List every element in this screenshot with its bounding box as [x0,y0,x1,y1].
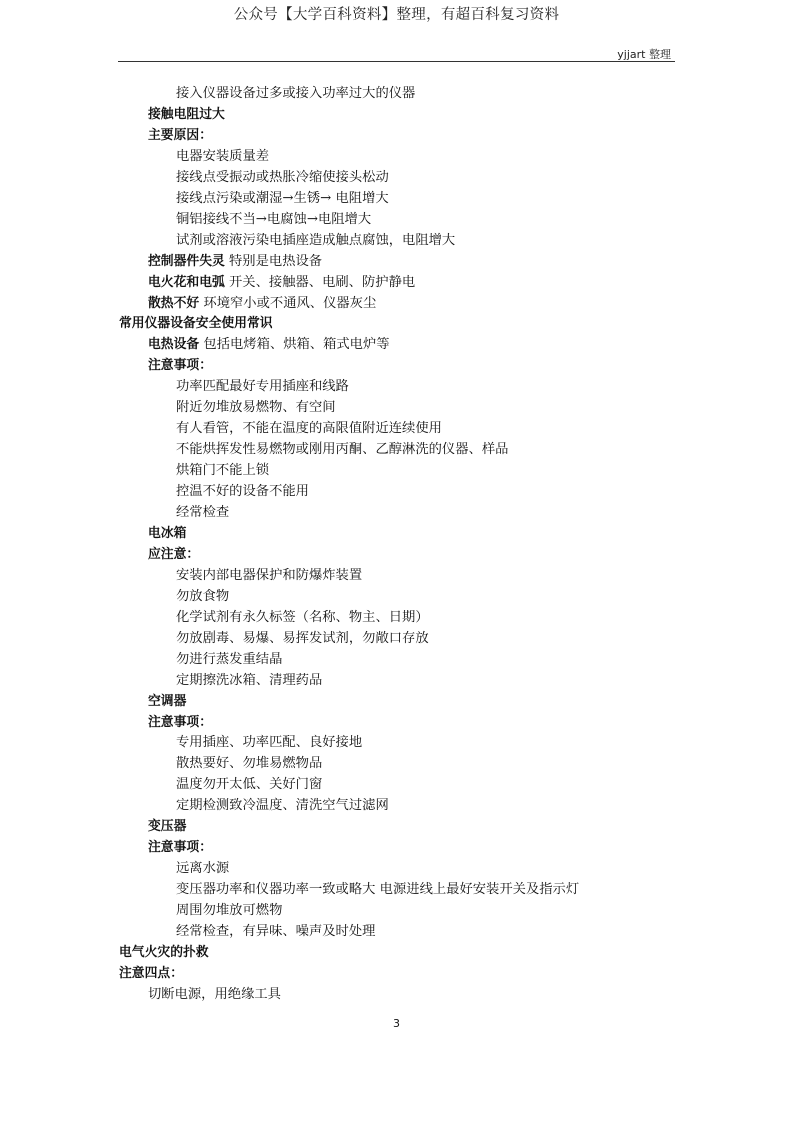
line-text: 经常检查，有异味、噪声及时处理 [176,924,376,939]
line-text: 定期检测致冷温度、清洗空气过滤网 [176,798,389,814]
body-line [176,463,269,479]
body-line [176,861,229,877]
heading-line [148,128,212,144]
heading-line [148,358,212,374]
body-line [176,735,362,751]
line-text: 试剂或溶液污染电插座造成触点腐蚀，电阻增大 [176,232,456,248]
body-line [176,652,282,668]
line-text: 变压器功率和仪器功率一致或略大 电源进线上最好安装开关及指示灯 [176,882,580,898]
body-line [176,777,322,793]
heading-text: 注意事项： [148,358,212,374]
heading-line [119,316,273,332]
heading-line [148,296,376,312]
body-line [176,903,282,919]
line-text: 周围勿堆放可燃物 [176,903,283,918]
body-line [176,421,442,437]
line-text: 接线点受振动或热胀冷缩使接头松动 [176,169,389,185]
body-line [176,673,322,689]
heading-text: 变压器 [148,819,187,835]
line-text: 接线点污染或潮湿→生锈→ 电阻增大 [176,190,389,206]
heading-line [148,715,212,731]
heading-text: 注意事项： [148,714,212,730]
body-line [176,798,389,814]
body-line [176,568,362,584]
body-line [176,379,349,395]
line-text: 功率匹配最好专用插座和线路 [176,379,349,395]
body-line [176,233,455,249]
heading-line [148,694,186,710]
line-text: 散热要好、勿堆易燃物品 [176,756,323,772]
heading-line [148,547,199,563]
line-text: 勿进行蒸发重结晶 [176,651,283,667]
body-line [176,442,508,458]
header-author: yjjart 整理 [617,48,671,61]
heading-text: 控制器件失灵 [148,253,225,269]
heading-line [119,966,183,982]
line-text: 化学试剂有永久标签（名称、物主、日期） [176,609,429,625]
heading-line [148,819,186,835]
body-line [176,149,269,165]
line-text: 切断电源，用绝缘工具 [148,986,281,1002]
line-text: 定期擦洗冰箱、清理药品 [176,672,323,688]
heading-text: 注意四点： [119,965,183,981]
heading-text: 电热设备 [148,337,200,353]
line-text: 特别是电热设备 [224,253,323,269]
line-text: 勿放剧毒、易爆、易挥发试剂，勿敞口存放 [176,630,429,646]
body-line [176,924,375,940]
body-line [176,505,229,521]
body-line [176,882,579,898]
body-line [176,631,429,647]
watermark-banner: 公众号【大学百科资料】整理，有超百科复习资料 [233,7,560,23]
heading-line [148,337,390,353]
line-text: 环境窄小或不通风、仪器灰尘 [199,295,377,311]
line-text: 专用插座、功率匹配、良好接地 [176,735,363,751]
heading-line [148,526,186,542]
heading-text: 注意事项： [148,840,212,856]
heading-line [119,945,209,961]
heading-text: 接触电阻过大 [148,107,225,122]
body-line [176,589,229,605]
body-line [176,756,322,772]
line-text: 铜铝接线不当→电腐蚀→电阻增大 [176,211,372,227]
heading-text: 应注意： [148,546,200,562]
line-text: 附近勿堆放易燃物、有空间 [176,400,336,416]
heading-line [148,254,322,270]
line-text: 电器安装质量差 [176,148,270,164]
heading-line [148,840,212,856]
line-text: 不能烘挥发性易燃物或刚用丙酮、乙醇淋洗的仪器、样品 [176,442,509,458]
line-text: 包括电烤箱、烘箱、箱式电炉等 [199,337,390,353]
heading-line [148,275,415,291]
body-line [176,170,389,186]
line-text: 有人看管，不能在温度的高限值附近连续使用 [176,421,442,437]
heading-text: 电气火灾的扑救 [119,944,209,960]
line-text: 勿放食物 [176,588,230,604]
heading-text: 电火花和电弧 [148,274,225,290]
body-line [176,610,429,626]
body-line [148,987,281,1003]
body-line [176,191,389,207]
body-line [176,400,336,416]
line-text: 温度勿开太低、关好门窗 [176,777,323,793]
line-text: 烘箱门不能上锁 [176,463,270,479]
heading-text: 主要原因： [148,127,212,143]
page-number: 3 [393,1017,400,1030]
body-line [176,86,415,102]
heading-text: 空调器 [148,693,187,709]
heading-text: 电冰箱 [148,526,187,541]
heading-text: 散热不好 [148,295,200,311]
heading-text: 常用仪器设备安全使用常识 [119,316,273,332]
heading-line [148,107,225,123]
line-text: 远离水源 [176,861,230,877]
line-text: 开关、接触器、电刷、防护静电 [224,274,416,290]
body-line [176,212,371,228]
line-text: 经常检查 [176,505,230,520]
header-divider [118,61,675,62]
line-text: 安装内部电器保护和防爆炸装置 [176,567,363,583]
body-line [176,484,309,500]
line-text: 控温不好的设备不能用 [176,484,309,500]
line-text: 接入仪器设备过多或接入功率过大的仪器 [176,86,416,101]
